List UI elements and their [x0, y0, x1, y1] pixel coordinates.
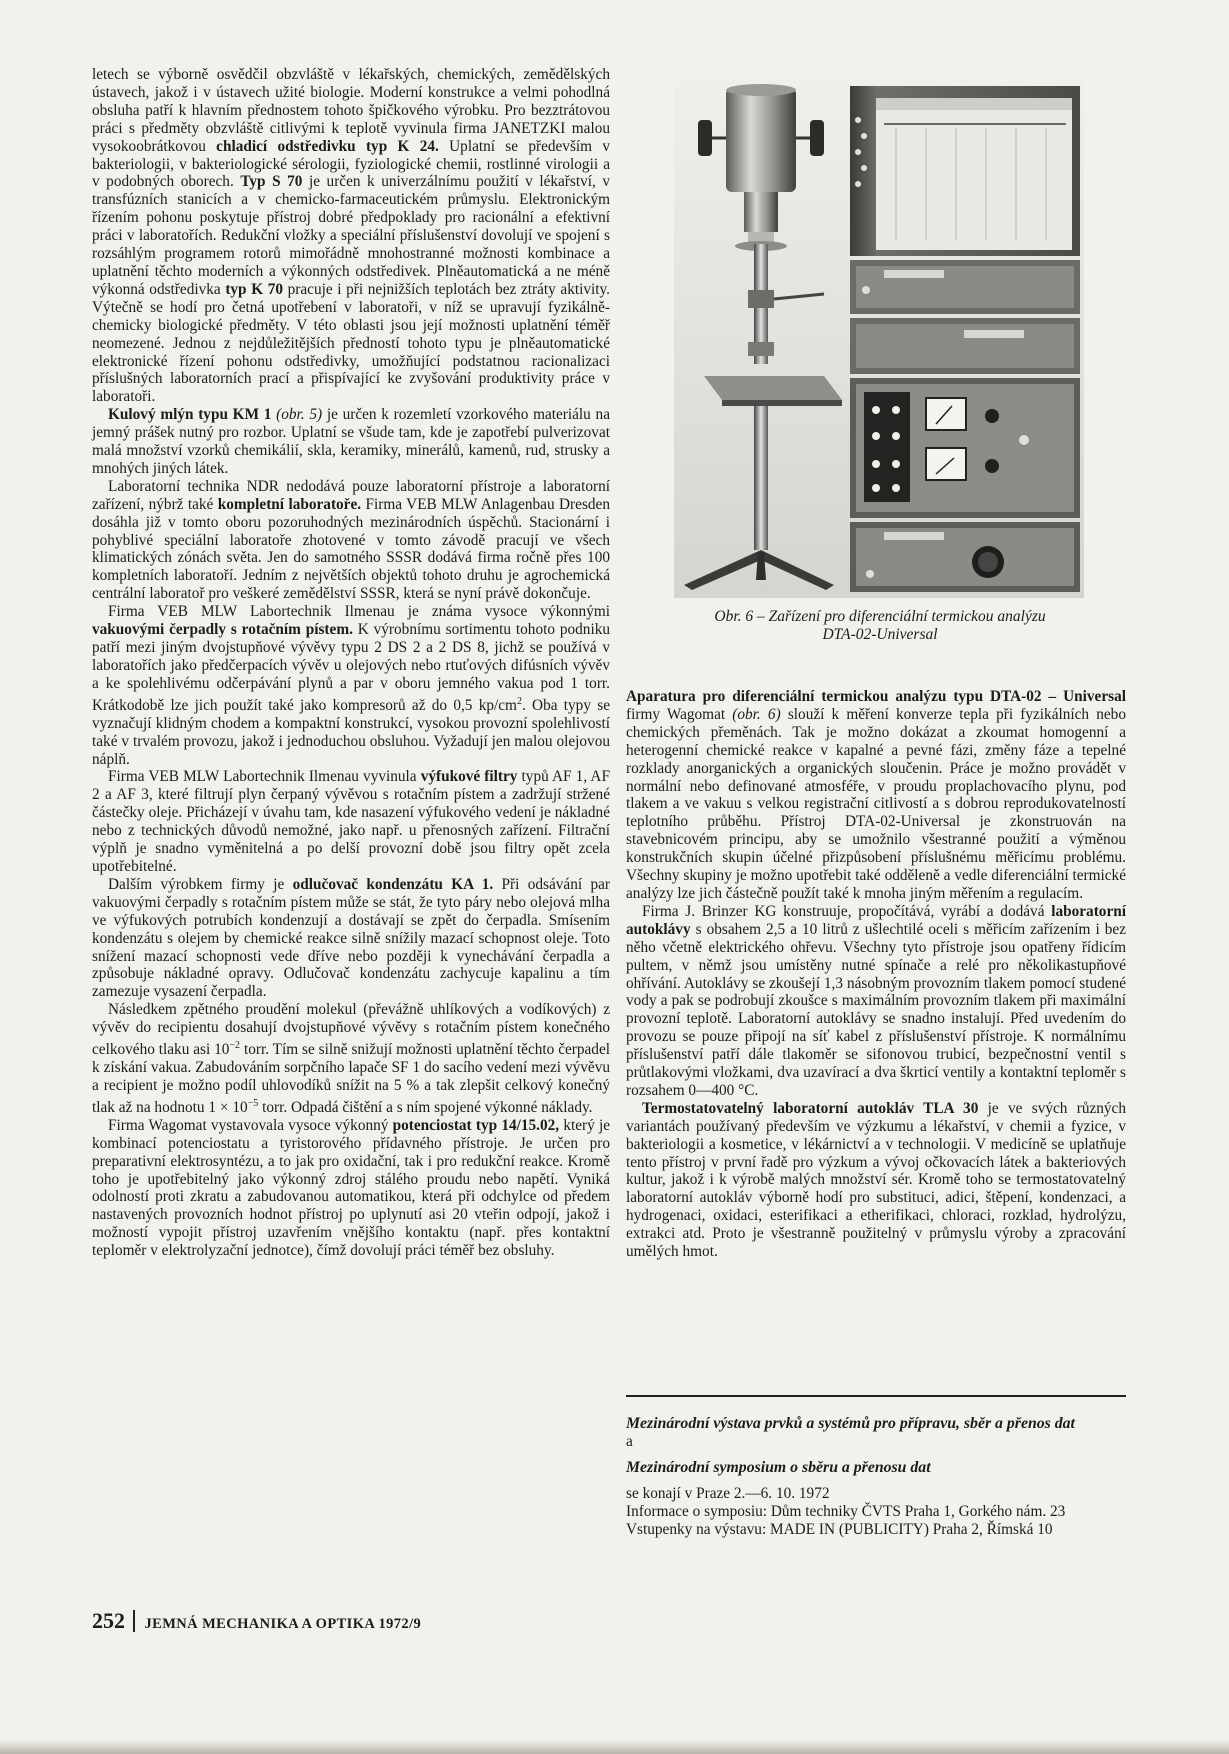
- dta-apparatus-illustration: [674, 80, 1084, 598]
- figure-caption: [660, 608, 1100, 644]
- paragraph-centrifuges: letech se výborně osvědčil obzvláště v lékařských, chemických, zemědělských ústavech, jakož i v ústavech užité biologie. Moderní konstrukce a velmi pohodlná obsluha patří k hlavním přednostem tohoto špičkového výrobku. Pro bezztrátovou práci s předměty obzvláště citlivými k teplotě vyvinula firma JANETZKI malou vysokoobrátkovou chladicí odstředivku typ K 24. Uplatní se především v bakteriologii, v bakteriologické sérologii, fyziologické chemii, rostlinné virologii a v podobných oborech. Typ S 70 je určen k univerzálnímu použití v lékařství, v transfúzních stanicích a v chemicko-farmaceutickém průmyslu. Elektronickým řízením pohonu poskytuje přístroj dobré předpoklady pro racionální a efektivní práci v laboratořích. Redukční vložky a speciální příslušenství dovolují ve spojení s rozsáhlým programem rotorů mimořádně mnohostranné možnosti kombinace a uplatnění těchto moderních a výkonných odstředivek. Plněautomatická a ne méně výkonná odstředivka typ K 70 pracuje i při nejnižších teplotách bez ztráty aktivity. Výtečně se hodí pro četná upotřebení v laboratoři, v níž se upravují fyzikálně-chemicky biologické předměty. V této oblasti jsou její možnosti uplatnění téměř neomezené. Jednou z nejdůležitějších předností tohoto typu je plněautomatické elektronické řízení pohonu odstředivky, umožňující podstatnou racionalizaci příslušných laboratorních prací a přispívající ke zvyšování produktivity práce v laboratoři.: [92, 66, 611, 406]
- notice-tickets-info: Vstupenky na výstavu: MADE IN (PUBLICITY) Praha 2, Římská 10: [626, 1521, 1053, 1538]
- paragraph-potentiostat: Firma Wagomat vystavovala vysoce výkonný potenciostat typ 14/15.02, který je kombinací potenciostatu a tyristorového přídavného přístroje. Je určen pro preparativní elektrosyntézu, a to jak pro oxidační, tak i pro redukční reakce. Kromě toho je upotřebitelný jako výkonný zdroj stálého proudu nebo napětí. Vyniká odolností proti zkratu a zabudovanou automatikou, která při odchylce od předem nastavených provozních hodnot přístroj po uplynutí asi 20 vteřin odpojí, jakož i možností vypojit přístroj uzavřením vnějšího kontaktu (např. přes kontaktní teploměr v elektrolyzační jednotce), čímž dovolují práci téměř bez obsluhy.: [92, 1116, 610, 1260]
- page-footer: [92, 1608, 421, 1634]
- notice-divider: [626, 1395, 1126, 1397]
- caption-line-2: DTA-02-Universal: [822, 626, 938, 643]
- figure-photo-dta-apparatus: [674, 80, 1084, 598]
- paragraph-sorption-trap: Následkem zpětného proudění molekul (převážně uhlíkových a vodíkových) z vývěv do recipientu dosahují dvojstupňové vývěvy s rotačním pístem konečného celkového tlaku asi $10^{-2}$ torr. Tím se silně snižují možnosti uplatnění těchto čerpadel k získání vakua. Zabudováním sorpčního lapače SF 1 do sacího vedení mezi vývěvu a recipient je možno podíl uhlovodíků snížit na 5 % a tak zlepšit celkový konečný tlak až na hodnotu $1 \times 10^{-5}$ torr. Odpadá čištění a s ním spojené výkonné náklady.: [92, 1001, 610, 1116]
- paragraph-autoclaves: Firma J. Brinzer KG konstruuje, propočítává, vyrábí a dodává laboratorní autoklávy s obsahem 2,5 a 10 litrů z ušlechtilé oceli s měřicím zařízením i bez něho včetně elektrického ohřevu. Všechny tyto přístroje jsou opatřeny řídicím pultem, v němž jsou umístěny nutné spínače a relé pro několikastupňové ohřívání. Autoklávy se zkoušejí 1,3 násobným provozním tlakem pomocí studené vody a pak se podrobují zkoušce s maximálním provozním tlakem při maximální provozní teplotě. Laboratorní autoklávy se snadno instalují. Před uvedením do provozu se pouze připojí na síť kabel z příslušenství přístroje. K normálnímu příslušenství patří dále tlakoměr se sifonovou trubicí, bezpečnostní ventil s průtlakovými vložkami, dva uzavírací a dva škrticí ventily a kontaktní teploměr s rozsahem 0—400 °C.: [626, 902, 1126, 1099]
- notice-dates: se konají v Praze 2.—6. 10. 1972: [626, 1485, 830, 1502]
- right-column: [626, 688, 1126, 1261]
- paragraph-dta-apparatus: Aparatura pro diferenciální termickou analýzu typu DTA-02 – Universal firmy Wagomat (obr. 6) slouží k měření konverze tepla při fyzikálních nebo chemických přeměnách. Tak je možno dokázat a zkoumat homogenní a heterogenní chemické reakce v kapalné a pevné fázi, změny fáze a tepelné rozklady anorganických a organických sloučenin. Práce je možno provádět v normální nebo definované atmosféře, v proudu proplachovacího plynu, pod tlakem a ve vakuu s velkou registrační citlivostí a s dobrou reprodukovatelností teplotního průběhu. Přístroj DTA-02-Universal je zkonstruován na stavebnicovém principu, aby se umožnilo všestranné použití a výměnou konstrukčních skupin účelné přizpůsobení příslušnému měřicímu problému. Všechny skupiny je možno upotřebit také odděleně a vedle diferenciální termické analýzy lze jich částečně použít také k mnoha jiným měřením a regulacím.: [626, 688, 1126, 902]
- event-notice: [626, 1395, 1126, 1539]
- notice-symposium-title: Mezinárodní symposium o sběru a přenosu dat: [626, 1459, 931, 1476]
- notice-exhibition-title: Mezinárodní výstava prvků a systémů pro přípravu, sběr a přenos dat: [626, 1415, 1075, 1432]
- paragraph-ball-mill: Kulový mlýn typu KM 1 (obr. 5) je určen k rozemletí vzorkového materiálu na jemný prášek nutný pro rozbor. Uplatní se všude tam, kde je zapotřebí pulverizovat malá množství vzorků chemikálií, skla, keramiky, minerálů, kamenů, rud, strusky a mnohých jiných látek.: [92, 406, 610, 477]
- page-bottom-shadow: [0, 1740, 1229, 1754]
- notice-symposium-info: Informace o symposiu: Dům techniky ČVTS Praha 1, Gorkého nám. 23: [626, 1503, 1066, 1520]
- journal-name: JEMNÁ MECHANIKA A OPTIKA 1972/9: [144, 1616, 422, 1632]
- footer-divider: [133, 1610, 135, 1632]
- paragraph-vacuum-pumps: Firma VEB MLW Labortechnik Ilmenau je známa vysoce výkonnými vakuovými čerpadly s rotačním pístem. K výrobnímu sortimentu tohoto podniku patří mezi jiným dvojstupňové vývěvy typu 2 DS 2 a 2 DS 8, jichž se používá v laboratořích jako předčerpacích vývěv u olejových nebo rtuťových difúsních vývěv a ke spolehlivému odčerpávání plynů a par v oboru jemného vakua pod 1 torr. Krátkodobě lze jich použít také jako kompresorů až do 0,5 $kp/cm^2$. Oba typy se vyznačují klidným chodem a kompaktní konstrukcí, vysokou provozní spolehlivostí také v trvalém provozu, jakož i jednoduchou obsluhou. Vyžadují jen malou olejovou náplň.: [92, 603, 610, 768]
- notice-conjunction: a: [626, 1433, 633, 1450]
- page-number: 252: [92, 1608, 125, 1633]
- left-column: [92, 66, 610, 1260]
- paragraph-exhaust-filters: Firma VEB MLW Labortechnik Ilmenau vyvinula výfukové filtry typů AF 1, AF 2 a AF 3, které filtrují plyn čerpaný vývěvou s rotačním pístem a zadržují stržené částečky oleje. Přicházejí v úvahu tam, kde nasazení výfukového vedení je nákladné nebo z technických důvodů nemožné, jako např. u přenosných zařízení. Filtrační výplň je snadno vyměnitelná a po delší provozní době jsou filtry opět zcela upotřebitelné.: [92, 768, 610, 875]
- paragraph-tla30: Termostatovatelný laboratorní autokláv TLA 30 je ve svých různých variantách používaný především ve výzkumu a lékařství, v chemii a fyzice, v bakteriologii a kosmetice, v lékárnictví a v technologii. V medicíně se uplatňuje tento přístroj v první řadě pro výzkum a vývoj očkovacích látek a bakteriových kultur, jakož i k výrobě malých množství sér. Kromě toho se termostatovatelný laboratorní autokláv výborně hodí pro substituci, adici, štěpení, kondenzaci, a hydrogenaci, oxidaci, esterifikaci a etherifikaci, chloraci, rozklad, hydrolýzu, extrakci atd. Proto je všestranně použitelný v průmyslu výroby a zpracování umělých hmot.: [626, 1099, 1126, 1261]
- paragraph-complete-labs: Laboratorní technika NDR nedodává pouze laboratorní přístroje a laboratorní zařízení, nýbrž také kompletní laboratoře. Firma VEB MLW Anlagenbau Dresden dosáhla již v tomto oboru pozoruhodných mezinárodních úspěchů. Stacionární i pohyblivé speciální laboratoře zhotovené v tomto závodě pracují ve všech klimatických zónách světa. Jen do samotného SSSR dodává firma ročně přes 100 kompletních laboratoří. Jedním z největších objektů tohoto druhu je agrochemická centrální laboratoř pro veškeré zemědělství SSSR, která se nyní právě dokončuje.: [92, 477, 610, 603]
- paragraph-condensate-separator: Dalším výrobkem firmy je odlučovač kondenzátu KA 1. Při odsávání par vakuovými čerpadly s rotačním pístem může se stát, že tyto páry nebo olejová mlha ve výfukových potrubích kondenzují a dostávají se zpět do čerpadla. Smísením kondenzátu s olejem by chemické reakce silně snížily mazací schopnost oleje. Toto snížení mazací schopnosti vede dříve nebo později k vynechávání čerpadla a způsobuje nákladné opravy. Odlučovač kondenzátu zachycuje kapalinu a tím zamezuje vysazení čerpadla.: [92, 875, 610, 1001]
- caption-line-1: Obr. 6 – Zařízení pro diferenciální termickou analýzu: [714, 608, 1046, 625]
